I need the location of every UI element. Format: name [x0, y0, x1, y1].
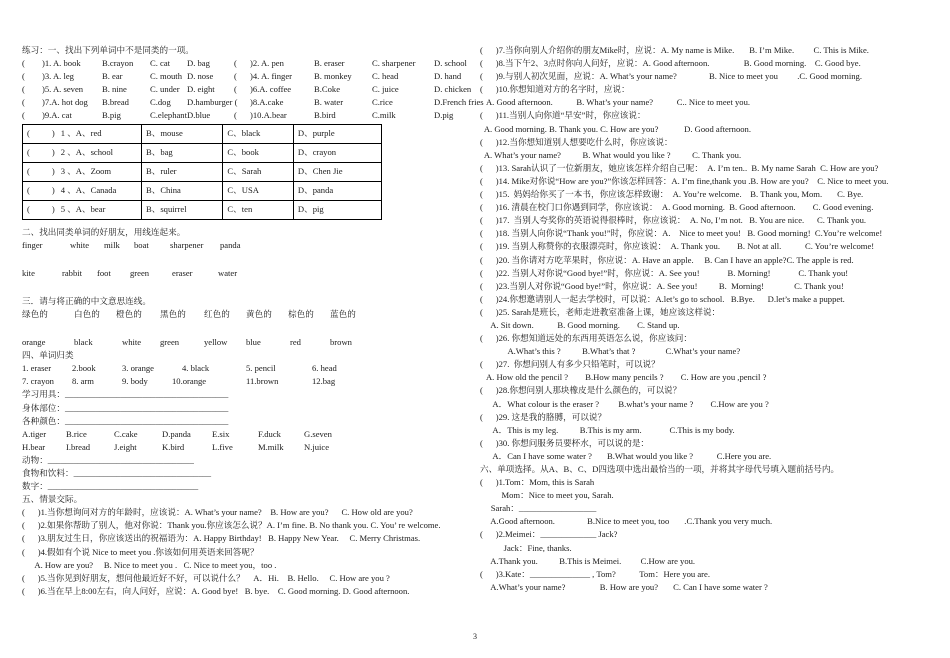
question-line: A．What colour is the eraser ? B.what’s your name ? C.How are you ? — [480, 398, 769, 409]
section-5-title: 五、情景交际。 — [22, 494, 83, 505]
word: D.panda — [162, 428, 191, 439]
table-cell-text: ) — [51, 204, 55, 215]
question-line: ( )23.当别人对你说“Good bye!”时，你应说：A. See you! B. Morning! C. Thank you! — [480, 280, 844, 291]
word: M.milk — [258, 441, 284, 452]
question-line: ( )11.当别人向你道“早安”时，你应该说： — [480, 110, 646, 121]
word: 橙色的 — [116, 308, 142, 319]
word: L.five — [212, 441, 233, 452]
exercise-1-item: ( — [22, 84, 25, 95]
question-line: A.What’s your name? B. How are you? C. Can I have some water ? — [480, 581, 768, 592]
question-line: A.Thank you. B.This is Meimei. C.How are you. — [480, 555, 696, 566]
exercise-1-item: ( — [234, 58, 237, 69]
right-column — [480, 44, 935, 594]
section-2-row-1 — [22, 239, 462, 252]
table-cell-option: C、ten — [223, 200, 293, 219]
category-body-parts: 身体部位：______________________________________ — [22, 402, 229, 413]
table-row — [23, 143, 382, 162]
table-row — [23, 162, 382, 181]
exercise-1-item: D.hamburger ( — [187, 97, 238, 108]
exercise-1-item: D. nose — [187, 71, 214, 82]
table-cell-option: C、black — [223, 124, 293, 143]
exercise-1-item: )1. A. book — [42, 58, 81, 69]
exercise-1-item: C.dog — [150, 97, 171, 108]
word: 3. orange — [122, 363, 154, 374]
section-4-row-3 — [22, 428, 462, 441]
table-cell-option: D、pig — [293, 200, 381, 219]
table-cell-question — [23, 200, 142, 219]
word: rabbit — [62, 267, 83, 278]
exercise-1-item: ( — [22, 58, 25, 69]
table-cell-option: D、Chen Jie — [293, 162, 381, 181]
table-cell-option: B、mouse — [142, 124, 223, 143]
question-line: ( )2.如果你帮助了别人，他对你说：Thank you.你应该怎么说？A. I’m fine. B. No thank you. C. You’ re welcome. — [22, 520, 441, 531]
category-colors: 各种颜色：______________________________________ — [22, 415, 229, 426]
word: A.tiger — [22, 428, 47, 439]
question-line: ( )17. 当别人夸奖你的英语说得很棒时，你应该说： A. No, I’m not. B. You are nice. C. Thank you. — [480, 215, 867, 226]
question-line: A. Good afternoon. B. What’s your name? C.. Nice to meet you. — [480, 97, 751, 108]
question-line: ( )28.你想问别人那块橡皮是什么颜色的，可以说？ — [480, 385, 682, 396]
exercise-1-item: B.crayon — [102, 58, 134, 69]
question-line: A. What’s your name? B. What would you like ? C. Thank you. — [480, 149, 742, 160]
table-row — [23, 124, 382, 143]
word: I.bread — [66, 441, 91, 452]
exercise-1-item: )10.A.bear — [250, 110, 287, 121]
question-line: Sarah：__________________ — [480, 503, 597, 514]
exercise-1-item: C. mouth — [150, 71, 182, 82]
word: 棕色的 — [288, 308, 314, 319]
word: G.seven — [304, 428, 332, 439]
word: green — [130, 267, 150, 278]
word: sharpener — [170, 239, 204, 250]
word: black — [74, 337, 93, 348]
table-cell-option: B、bag — [142, 143, 223, 162]
question-line: A.Good afternoon. B.Nice to meet you, too .C.Thank you very much. — [480, 516, 773, 527]
exercise-1-item: )9.A. cat — [42, 110, 72, 121]
word: 绿色的 — [22, 308, 48, 319]
question-line: 六、单项选择。从A、B、C、D四选项中选出最恰当的一项，并将其字母代号填入题前括号内。 — [480, 464, 840, 474]
exercise-1-item: B.bird — [314, 110, 336, 121]
table-cell-text: 2 、A、school — [60, 147, 114, 158]
table-cell-text: 4 、A、Canada — [60, 185, 117, 196]
question-line: ( )25. Sarah是班长，老师走进教室准备上课，她应该这样说： — [480, 306, 721, 317]
question-line: ( )16. 清晨在校门口你遇到同学，你应该说： A. Good morning. B. Good afternoon. C. Good evening. — [480, 202, 874, 213]
question-line: ( )13. Sarah认识了一位新朋友，她应该怎样介绍自己呢： A. I’m ten.. B. My name Sarah C. How are you? — [480, 162, 879, 173]
exercise-1-item: ( — [234, 110, 237, 121]
table-cell-text: ( — [27, 204, 30, 215]
exercise-1-item: )4. A. finger — [250, 71, 293, 82]
table-cell-text: 1 、A、red — [60, 128, 102, 139]
word: water — [218, 267, 238, 278]
word: eraser — [172, 267, 193, 278]
word: F.duck — [258, 428, 281, 439]
word: N.juice — [304, 441, 330, 452]
word: boat — [134, 239, 149, 250]
exercise-1-item: )3. A. leg — [42, 71, 74, 82]
word: 8. arm — [72, 376, 94, 387]
word: 9. body — [122, 376, 148, 387]
question-line: ( )19. 当别人称赞你的衣服漂亮时，你应该说： A. Thank you. B. Not at all. C. You’re welcome! — [480, 241, 875, 252]
table-cell-option: C、USA — [223, 181, 293, 200]
exercise-1-item: D. hand — [434, 71, 462, 82]
exercise-1-item: C.rice — [372, 97, 393, 108]
exercise-1-item: B. monkey — [314, 71, 352, 82]
section-2-title: 二、找出同类单词的好朋友，用线连起来。 — [22, 226, 186, 237]
question-line: ( )26. 你想知道远处的东西用英语怎么说，你应该问： — [480, 333, 692, 344]
word: B.rice — [66, 428, 87, 439]
question-line: A.What’s this ? B.What’s that ? C.What’s your name? — [480, 346, 741, 357]
exercise-1-item: )2. A. pen — [250, 58, 284, 69]
table-row — [23, 200, 382, 219]
exercise-1-item: B. nine — [102, 84, 127, 95]
exercise-1-rows — [22, 57, 484, 122]
exercise-1-item: D.pig — [434, 110, 454, 121]
page-number: 3 — [473, 632, 477, 641]
exercise-1-item: D. eight — [187, 84, 215, 95]
section-2-row-2 — [22, 267, 462, 280]
section-3-title: 三．请与将正确的中文意思连线。 — [22, 295, 151, 306]
word: 2.book — [72, 363, 96, 374]
question-line: ( )22. 当别人对你说“Good bye!”时，你应说：A. See you! B. Morning! C. Thank you! — [480, 267, 849, 278]
exercise-1-item: C.elephant — [150, 110, 187, 121]
word: 11.brown — [246, 376, 279, 387]
question-line: ( )9.与别人初次见面，应说：A. What’s your name? B. Nice to meet you .C. Good morning. — [480, 71, 862, 82]
exercise-1-item: C. under — [150, 84, 180, 95]
exercise-1-item: D.blue — [187, 110, 211, 121]
section-3-row-1 — [22, 308, 462, 321]
exercise-1-item: )8.A.cake — [250, 97, 284, 108]
word: J.eight — [114, 441, 137, 452]
word: 白色的 — [74, 308, 100, 319]
table-row — [23, 181, 382, 200]
question-line: ( )12.当你想知道别人想要吃什么时，你应该说： — [480, 136, 673, 147]
section-4-title: 四、单词归类 — [22, 350, 74, 361]
word: 6. head — [312, 363, 337, 374]
question-line: ( )18. 当别人向你说“Thank you!”时，你应说：A. Nice to meet you! B. Good morning! C.You’re welcome! — [480, 228, 883, 239]
question-line: A. Sit down. B. Good morning. C. Stand up. — [480, 319, 680, 330]
exercise-1-item: C. juice — [372, 84, 399, 95]
exercise-1-item: D. bag — [187, 58, 210, 69]
table-cell-question — [23, 143, 142, 162]
question-line: ( )14. Mike对你说“How are you?”你该怎样回答：A. I’m fine,thank you .B. How are you? C. Nice to meet you. — [480, 175, 889, 186]
exercise-1-item: B.bread — [102, 97, 129, 108]
question-line: A．Can I have some water ? B.What would you like ? C.Here you are. — [480, 450, 772, 461]
word: 黄色的 — [246, 308, 272, 319]
exercise-1-item: ( — [234, 71, 237, 82]
exercise-title: 练习：一、找出下列单词中不是同类的一项。 — [22, 45, 194, 55]
table-cell-option: D、crayon — [293, 143, 381, 162]
question-line: ( )3.朋友过生日，你应该送出的祝福语为：A. Happy Birthday! B. Happy New Year. C. Merry Christmas. — [22, 533, 421, 544]
exercise-1-item: B.pig — [102, 110, 121, 121]
word: yellow — [204, 337, 228, 348]
word: panda — [220, 239, 241, 250]
word: K.bird — [162, 441, 185, 452]
word: 7. crayon — [22, 376, 54, 387]
question-line: ( )6.当在早上8:00左右，向人问好，应说：A. Good bye! B. bye. C. Good morning. D. Good afternoon. — [22, 585, 410, 596]
question-line: ( )2.Meimei：_____________ Jack? — [480, 529, 618, 540]
question-line: ( )3.Kate：______________ , Tom? Tom：Here you are. — [480, 568, 710, 579]
word: milk — [104, 239, 120, 250]
table-cell-text: ( — [27, 128, 30, 139]
question-line: ( )5.当你见到好朋友，想问他最近好不好，可以说什么？ A．Hi. B. Hello. C. How are you ? — [22, 572, 390, 583]
table-cell-option: C、Sarah — [223, 162, 293, 181]
category-animals: 动物：__________________________________ — [22, 454, 194, 465]
question-line: ( )1.当你想询问对方的年龄时，应该说：A. What’s your name? B. How are you? C. How old are you? — [22, 507, 413, 518]
word: brown — [330, 337, 352, 348]
word: white — [122, 337, 142, 348]
word: 1. eraser — [22, 363, 52, 374]
exercise-1-item: ( — [22, 71, 25, 82]
word: 黑色的 — [160, 308, 186, 319]
exercise-1-item: ( — [22, 97, 25, 108]
exercise-1-item: )6.A. coffee — [250, 84, 292, 95]
exercise-1-item: B. ear — [102, 71, 123, 82]
question-line: A. Good morning. B. Thank you. C. How are you? D. Good afternoon. — [480, 123, 751, 134]
question-line: A．This is my leg. B.This is my arm. C.This is my body. — [480, 424, 735, 435]
exercise-1-item: ( — [234, 84, 237, 95]
table-cell-option: B、China — [142, 181, 223, 200]
exercise-1-item: B. water — [314, 97, 344, 108]
category-numbers: 数字：___________________________________ — [22, 481, 199, 492]
question-line: A. How old the pencil ? B.How many pencils ? C. How are you ,pencil ? — [480, 372, 767, 383]
word: white — [70, 239, 90, 250]
question-line: ( )29. 这是我的胳膊，可以说？ — [480, 411, 607, 422]
table-cell-option: D、purple — [293, 124, 381, 143]
table-cell-option: D、panda — [293, 181, 381, 200]
table-cell-text: ) — [51, 185, 55, 196]
exercise-1-row — [22, 109, 462, 122]
exercise-1-row — [22, 96, 484, 109]
question-line: A. How are you? B. Nice to meet you . C. Nice to meet you，too . — [22, 559, 277, 570]
exercise-1-item: B. eraser — [314, 58, 345, 69]
section-4-row-4 — [22, 441, 462, 454]
exercise-1-item: D. chicken — [434, 84, 472, 95]
table-cell-text: 5 、A、bear — [60, 204, 106, 215]
table-cell-text: ( — [27, 166, 30, 177]
table-cell-option: B、ruler — [142, 162, 223, 181]
table-cell-text: ( — [27, 185, 30, 196]
section-5-questions — [22, 506, 462, 598]
exercise-1-item: C. cat — [150, 58, 171, 69]
word: H.bear — [22, 441, 46, 452]
question-line: ( )24.你想邀请别人一起去学校时，可以说：A.let’s go to school. B.Bye. D.let’s make a puppet. — [480, 293, 845, 304]
word: foot — [97, 267, 111, 278]
word: 红色的 — [204, 308, 230, 319]
table-cell-text: ( — [27, 147, 30, 158]
question-line: ( )7.当你向别人介绍你的朋友Mike时，应说：A. My name is Mike. B. I’m Mike. C. This is Mike. — [480, 45, 869, 55]
word: E.six — [212, 428, 230, 439]
table-cell-text: 3 、A、Zoom — [60, 166, 112, 177]
section-3-row-2 — [22, 336, 462, 349]
question-line: ( )20. 当你请对方吃苹果时，你应说：A. Have an apple. B. Can I have an apple?C. The apple is red. — [480, 254, 854, 265]
section-4-row-2 — [22, 375, 462, 388]
word: green — [160, 337, 180, 348]
word: C.cake — [114, 428, 138, 439]
category-food-drinks: 食物和饮料：________________________________ — [22, 467, 212, 478]
question-line: ( )30. 你想问服务员要杯水，可以说的是： — [480, 437, 650, 448]
exercise-1-row — [22, 83, 472, 96]
odd-one-out-table — [22, 124, 382, 220]
exercise-1-item: C. sharpener — [372, 58, 416, 69]
word: 5. pencil — [246, 363, 276, 374]
table-cell-text: ) — [51, 166, 55, 177]
exercise-1-item: C. head — [372, 71, 399, 82]
word: red — [290, 337, 301, 348]
question-line: Mom：Nice to meet you, Sarah. — [480, 490, 614, 501]
word: 12.bag — [312, 376, 336, 387]
category-school-things: 学习用具：______________________________________ — [22, 389, 229, 400]
table-cell-question — [23, 181, 142, 200]
table-cell-question — [23, 124, 142, 143]
word: kite — [22, 267, 35, 278]
question-line: ( )8.当下午2、3点时你向人问好，应说：A. Good afternoon. B. Good morning. C. Good bye. — [480, 58, 861, 69]
exercise-1-item: )5. A. seven — [42, 84, 84, 95]
exercise-1-row — [22, 70, 462, 83]
question-line: ( )15. 妈妈给你买了一本书，你应该怎样致谢： A. You’re welcome. B. Thank you, Mom. C. Bye. — [480, 189, 864, 200]
question-line: Jack：Fine, thanks. — [480, 542, 572, 553]
exercise-1-item: )7.A. hot dog — [42, 97, 88, 108]
table-cell-option: C、book — [223, 143, 293, 162]
exercise-1-row — [22, 57, 467, 70]
word: finger — [22, 239, 43, 250]
exercise-1-item: D. school — [434, 58, 467, 69]
table-cell-question — [23, 162, 142, 181]
table-cell-text: ) — [51, 128, 55, 139]
question-line: ( )27. 你想问别人有多少只铅笔时，可以说？ — [480, 359, 660, 370]
section-4-row-1 — [22, 362, 462, 375]
word: orange — [22, 337, 46, 348]
question-line: ( )4.假如有个说 Nice to meet you .你该如何用英语来回答呢？ — [22, 546, 259, 557]
left-column — [22, 44, 484, 598]
exercise-1-item: ( — [22, 110, 25, 121]
word: 10.orange — [172, 376, 207, 387]
table-cell-text: ) — [51, 147, 55, 158]
exercise-1-item: D.French fries — [434, 97, 484, 108]
word: 4. black — [182, 363, 210, 374]
word: blue — [246, 337, 261, 348]
exercise-1-item: B.Coke — [314, 84, 341, 95]
question-line: ( )1.Tom：Mom, this is Sarah — [480, 477, 595, 488]
table-cell-option: B、squirrel — [142, 200, 223, 219]
question-line: ( )10.你想知道对方的名字时，应说： — [480, 84, 630, 95]
word: 蓝色的 — [330, 308, 356, 319]
exercise-1-item: C.milk — [372, 110, 396, 121]
